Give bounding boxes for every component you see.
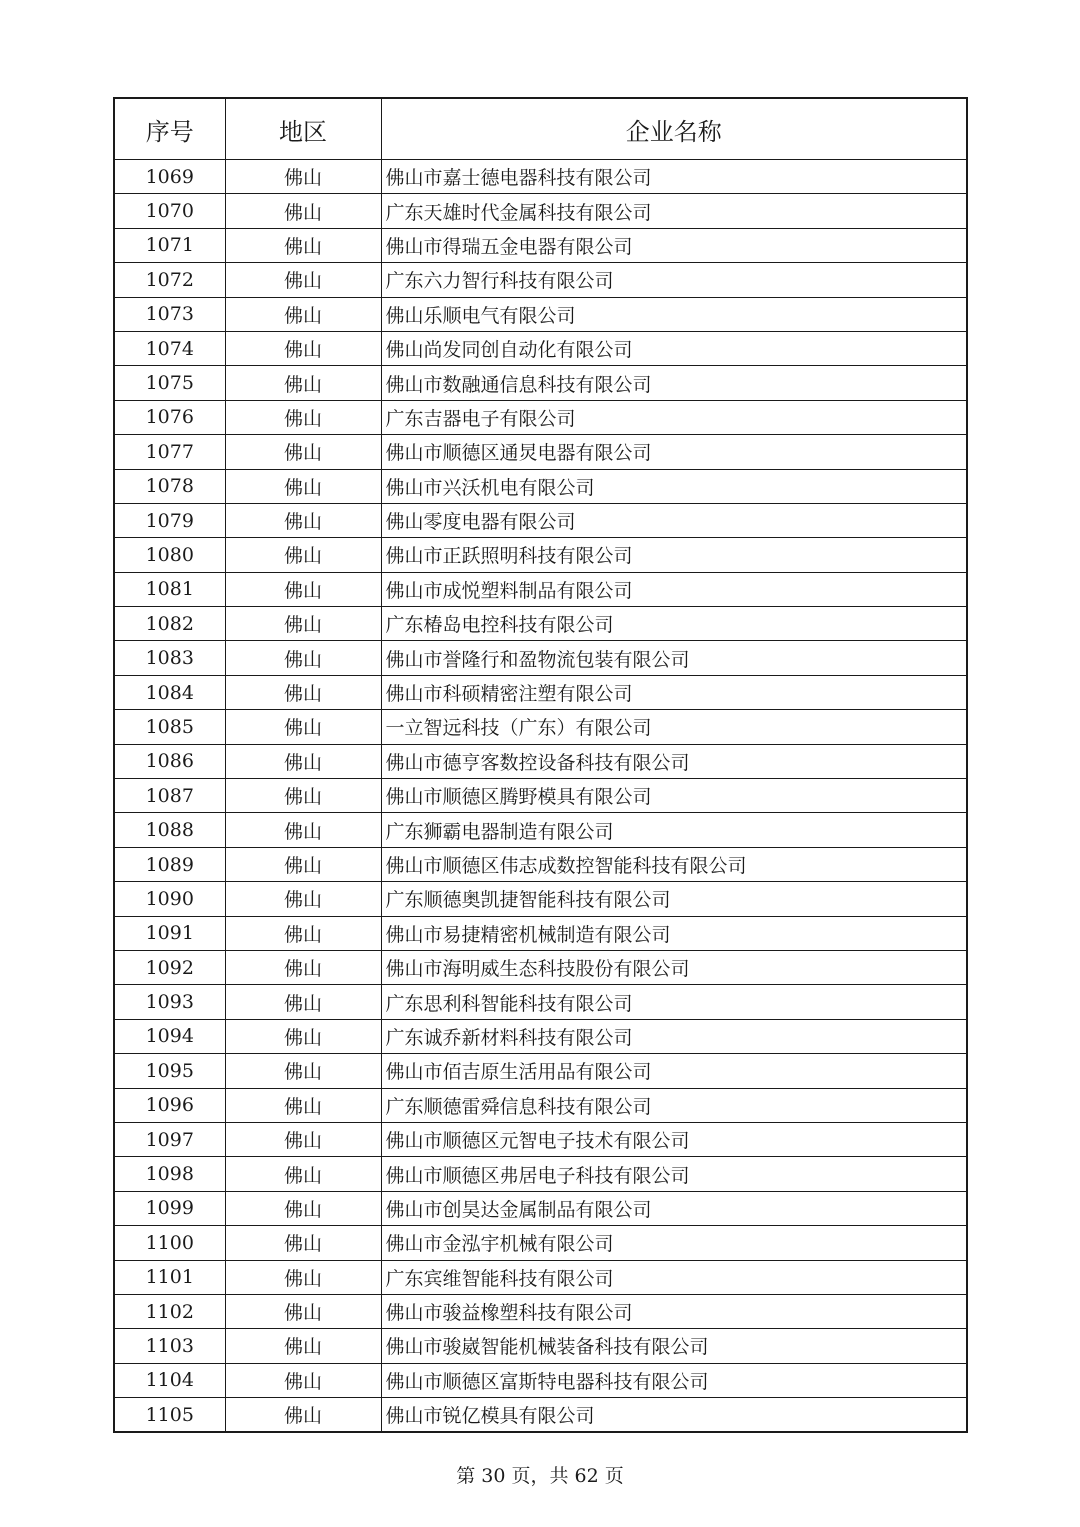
cell-company-name: 佛山市创昊达金属制品有限公司 (381, 1191, 967, 1225)
table-row (114, 1226, 967, 1260)
cell-company-name: 一立智远科技（广东）有限公司 (381, 710, 967, 744)
cell-company-name: 佛山市海明威生态科技股份有限公司 (381, 950, 967, 984)
cell-region: 佛山 (225, 1294, 381, 1328)
cell-region: 佛山 (225, 1260, 381, 1294)
cell-region: 佛山 (225, 331, 381, 365)
table-row (114, 1329, 967, 1363)
cell-region: 佛山 (225, 882, 381, 916)
cell-number: 1091 (114, 916, 225, 950)
cell-number: 1105 (114, 1398, 225, 1433)
cell-number: 1098 (114, 1157, 225, 1191)
cell-company-name: 佛山市数融通信息科技有限公司 (381, 366, 967, 400)
table-row (114, 366, 967, 400)
cell-company-name: 佛山市顺德区元智电子技术有限公司 (381, 1122, 967, 1156)
cell-region: 佛山 (225, 641, 381, 675)
table-body (114, 160, 967, 1433)
table-row (114, 263, 967, 297)
cell-number: 1104 (114, 1363, 225, 1397)
cell-number: 1070 (114, 194, 225, 228)
cell-company-name: 广东天雄时代金属科技有限公司 (381, 194, 967, 228)
cell-region: 佛山 (225, 916, 381, 950)
cell-region: 佛山 (225, 744, 381, 778)
cell-number: 1099 (114, 1191, 225, 1225)
cell-company-name: 广东吉器电子有限公司 (381, 400, 967, 434)
cell-number: 1074 (114, 331, 225, 365)
table-row (114, 847, 967, 881)
cell-region: 佛山 (225, 297, 381, 331)
table-row (114, 1398, 967, 1433)
header-region: 地区 (225, 98, 381, 160)
cell-region: 佛山 (225, 779, 381, 813)
table-row (114, 744, 967, 778)
cell-company-name: 佛山市顺德区弗居电子科技有限公司 (381, 1157, 967, 1191)
table-row (114, 297, 967, 331)
cell-region: 佛山 (225, 194, 381, 228)
table-row (114, 572, 967, 606)
cell-number: 1077 (114, 435, 225, 469)
cell-region: 佛山 (225, 503, 381, 537)
table-header-row (114, 98, 967, 160)
cell-number: 1083 (114, 641, 225, 675)
table-row (114, 675, 967, 709)
cell-number: 1075 (114, 366, 225, 400)
cell-region: 佛山 (225, 813, 381, 847)
cell-number: 1087 (114, 779, 225, 813)
cell-company-name: 佛山市骏崴智能机械装备科技有限公司 (381, 1329, 967, 1363)
cell-company-name: 佛山市兴沃机电有限公司 (381, 469, 967, 503)
cell-region: 佛山 (225, 950, 381, 984)
table-row (114, 607, 967, 641)
cell-number: 1095 (114, 1054, 225, 1088)
cell-region: 佛山 (225, 710, 381, 744)
table-row (114, 469, 967, 503)
cell-company-name: 佛山乐顺电气有限公司 (381, 297, 967, 331)
table-row (114, 228, 967, 262)
cell-number: 1082 (114, 607, 225, 641)
cell-company-name: 佛山市德亨客数控设备科技有限公司 (381, 744, 967, 778)
cell-company-name: 佛山尚发同创自动化有限公司 (381, 331, 967, 365)
cell-region: 佛山 (225, 1054, 381, 1088)
table-row (114, 1294, 967, 1328)
cell-region: 佛山 (225, 1157, 381, 1191)
cell-number: 1089 (114, 847, 225, 881)
table-row (114, 813, 967, 847)
cell-region: 佛山 (225, 572, 381, 606)
cell-company-name: 佛山市誉隆行和盈物流包装有限公司 (381, 641, 967, 675)
cell-number: 1079 (114, 503, 225, 537)
cell-company-name: 佛山市嘉士德电器科技有限公司 (381, 160, 967, 194)
page-number-footer: 第 30 页，共 62 页 (456, 1465, 624, 1487)
table-row (114, 1088, 967, 1122)
cell-number: 1071 (114, 228, 225, 262)
cell-region: 佛山 (225, 607, 381, 641)
cell-company-name: 广东诚乔新材料科技有限公司 (381, 1019, 967, 1053)
cell-company-name: 广东宾维智能科技有限公司 (381, 1260, 967, 1294)
cell-number: 1102 (114, 1294, 225, 1328)
cell-company-name: 佛山市顺德区腾野模具有限公司 (381, 779, 967, 813)
cell-number: 1081 (114, 572, 225, 606)
table-row (114, 160, 967, 194)
cell-number: 1085 (114, 710, 225, 744)
cell-company-name: 佛山市成悦塑料制品有限公司 (381, 572, 967, 606)
table-row (114, 985, 967, 1019)
cell-company-name: 广东狮霸电器制造有限公司 (381, 813, 967, 847)
cell-company-name: 佛山市骏益橡塑科技有限公司 (381, 1294, 967, 1328)
cell-region: 佛山 (225, 400, 381, 434)
cell-region: 佛山 (225, 263, 381, 297)
cell-number: 1072 (114, 263, 225, 297)
cell-region: 佛山 (225, 1191, 381, 1225)
cell-region: 佛山 (225, 366, 381, 400)
header-company-name: 企业名称 (381, 98, 967, 160)
table-row (114, 710, 967, 744)
cell-region: 佛山 (225, 435, 381, 469)
table-row (114, 1363, 967, 1397)
cell-company-name: 佛山市顺德区富斯特电器科技有限公司 (381, 1363, 967, 1397)
cell-company-name: 佛山市正跃照明科技有限公司 (381, 538, 967, 572)
cell-company-name: 佛山市顺德区伟志成数控智能科技有限公司 (381, 847, 967, 881)
cell-number: 1100 (114, 1226, 225, 1260)
company-list-table (113, 97, 968, 1433)
table-row (114, 1122, 967, 1156)
cell-region: 佛山 (225, 538, 381, 572)
cell-region: 佛山 (225, 469, 381, 503)
cell-company-name: 佛山市顺德区通炅电器有限公司 (381, 435, 967, 469)
cell-region: 佛山 (225, 1019, 381, 1053)
table-row (114, 916, 967, 950)
cell-number: 1093 (114, 985, 225, 1019)
cell-number: 1101 (114, 1260, 225, 1294)
table-row (114, 538, 967, 572)
cell-number: 1080 (114, 538, 225, 572)
cell-number: 1092 (114, 950, 225, 984)
cell-company-name: 佛山市科硕精密注塑有限公司 (381, 675, 967, 709)
table-row (114, 1191, 967, 1225)
table-row (114, 1054, 967, 1088)
cell-number: 1094 (114, 1019, 225, 1053)
cell-region: 佛山 (225, 1363, 381, 1397)
cell-number: 1103 (114, 1329, 225, 1363)
table-row (114, 400, 967, 434)
cell-company-name: 佛山市金泓宇机械有限公司 (381, 1226, 967, 1260)
cell-number: 1076 (114, 400, 225, 434)
cell-number: 1073 (114, 297, 225, 331)
table-row (114, 1019, 967, 1053)
table-row (114, 435, 967, 469)
table-row (114, 779, 967, 813)
cell-number: 1086 (114, 744, 225, 778)
header-number: 序号 (114, 98, 225, 160)
cell-region: 佛山 (225, 1398, 381, 1433)
cell-company-name: 广东六力智行科技有限公司 (381, 263, 967, 297)
cell-number: 1084 (114, 675, 225, 709)
table-row (114, 950, 967, 984)
cell-company-name: 广东思利科智能科技有限公司 (381, 985, 967, 1019)
table-row (114, 1260, 967, 1294)
cell-company-name: 佛山零度电器有限公司 (381, 503, 967, 537)
table-row (114, 194, 967, 228)
cell-region: 佛山 (225, 160, 381, 194)
cell-number: 1090 (114, 882, 225, 916)
cell-company-name: 佛山市锐亿模具有限公司 (381, 1398, 967, 1433)
cell-number: 1097 (114, 1122, 225, 1156)
cell-company-name: 佛山市易捷精密机械制造有限公司 (381, 916, 967, 950)
table-row (114, 1157, 967, 1191)
table-row (114, 331, 967, 365)
cell-region: 佛山 (225, 1226, 381, 1260)
table-row (114, 503, 967, 537)
cell-region: 佛山 (225, 1122, 381, 1156)
cell-number: 1069 (114, 160, 225, 194)
cell-region: 佛山 (225, 1329, 381, 1363)
cell-number: 1088 (114, 813, 225, 847)
cell-number: 1078 (114, 469, 225, 503)
cell-company-name: 广东顺德奥凯捷智能科技有限公司 (381, 882, 967, 916)
table-row (114, 882, 967, 916)
cell-company-name: 广东椿岛电控科技有限公司 (381, 607, 967, 641)
cell-region: 佛山 (225, 985, 381, 1019)
cell-region: 佛山 (225, 847, 381, 881)
cell-region: 佛山 (225, 675, 381, 709)
cell-company-name: 广东顺德雷舜信息科技有限公司 (381, 1088, 967, 1122)
cell-region: 佛山 (225, 1088, 381, 1122)
cell-company-name: 佛山市佰吉原生活用品有限公司 (381, 1054, 967, 1088)
cell-region: 佛山 (225, 228, 381, 262)
cell-company-name: 佛山市得瑞五金电器有限公司 (381, 228, 967, 262)
table-row (114, 641, 967, 675)
cell-number: 1096 (114, 1088, 225, 1122)
